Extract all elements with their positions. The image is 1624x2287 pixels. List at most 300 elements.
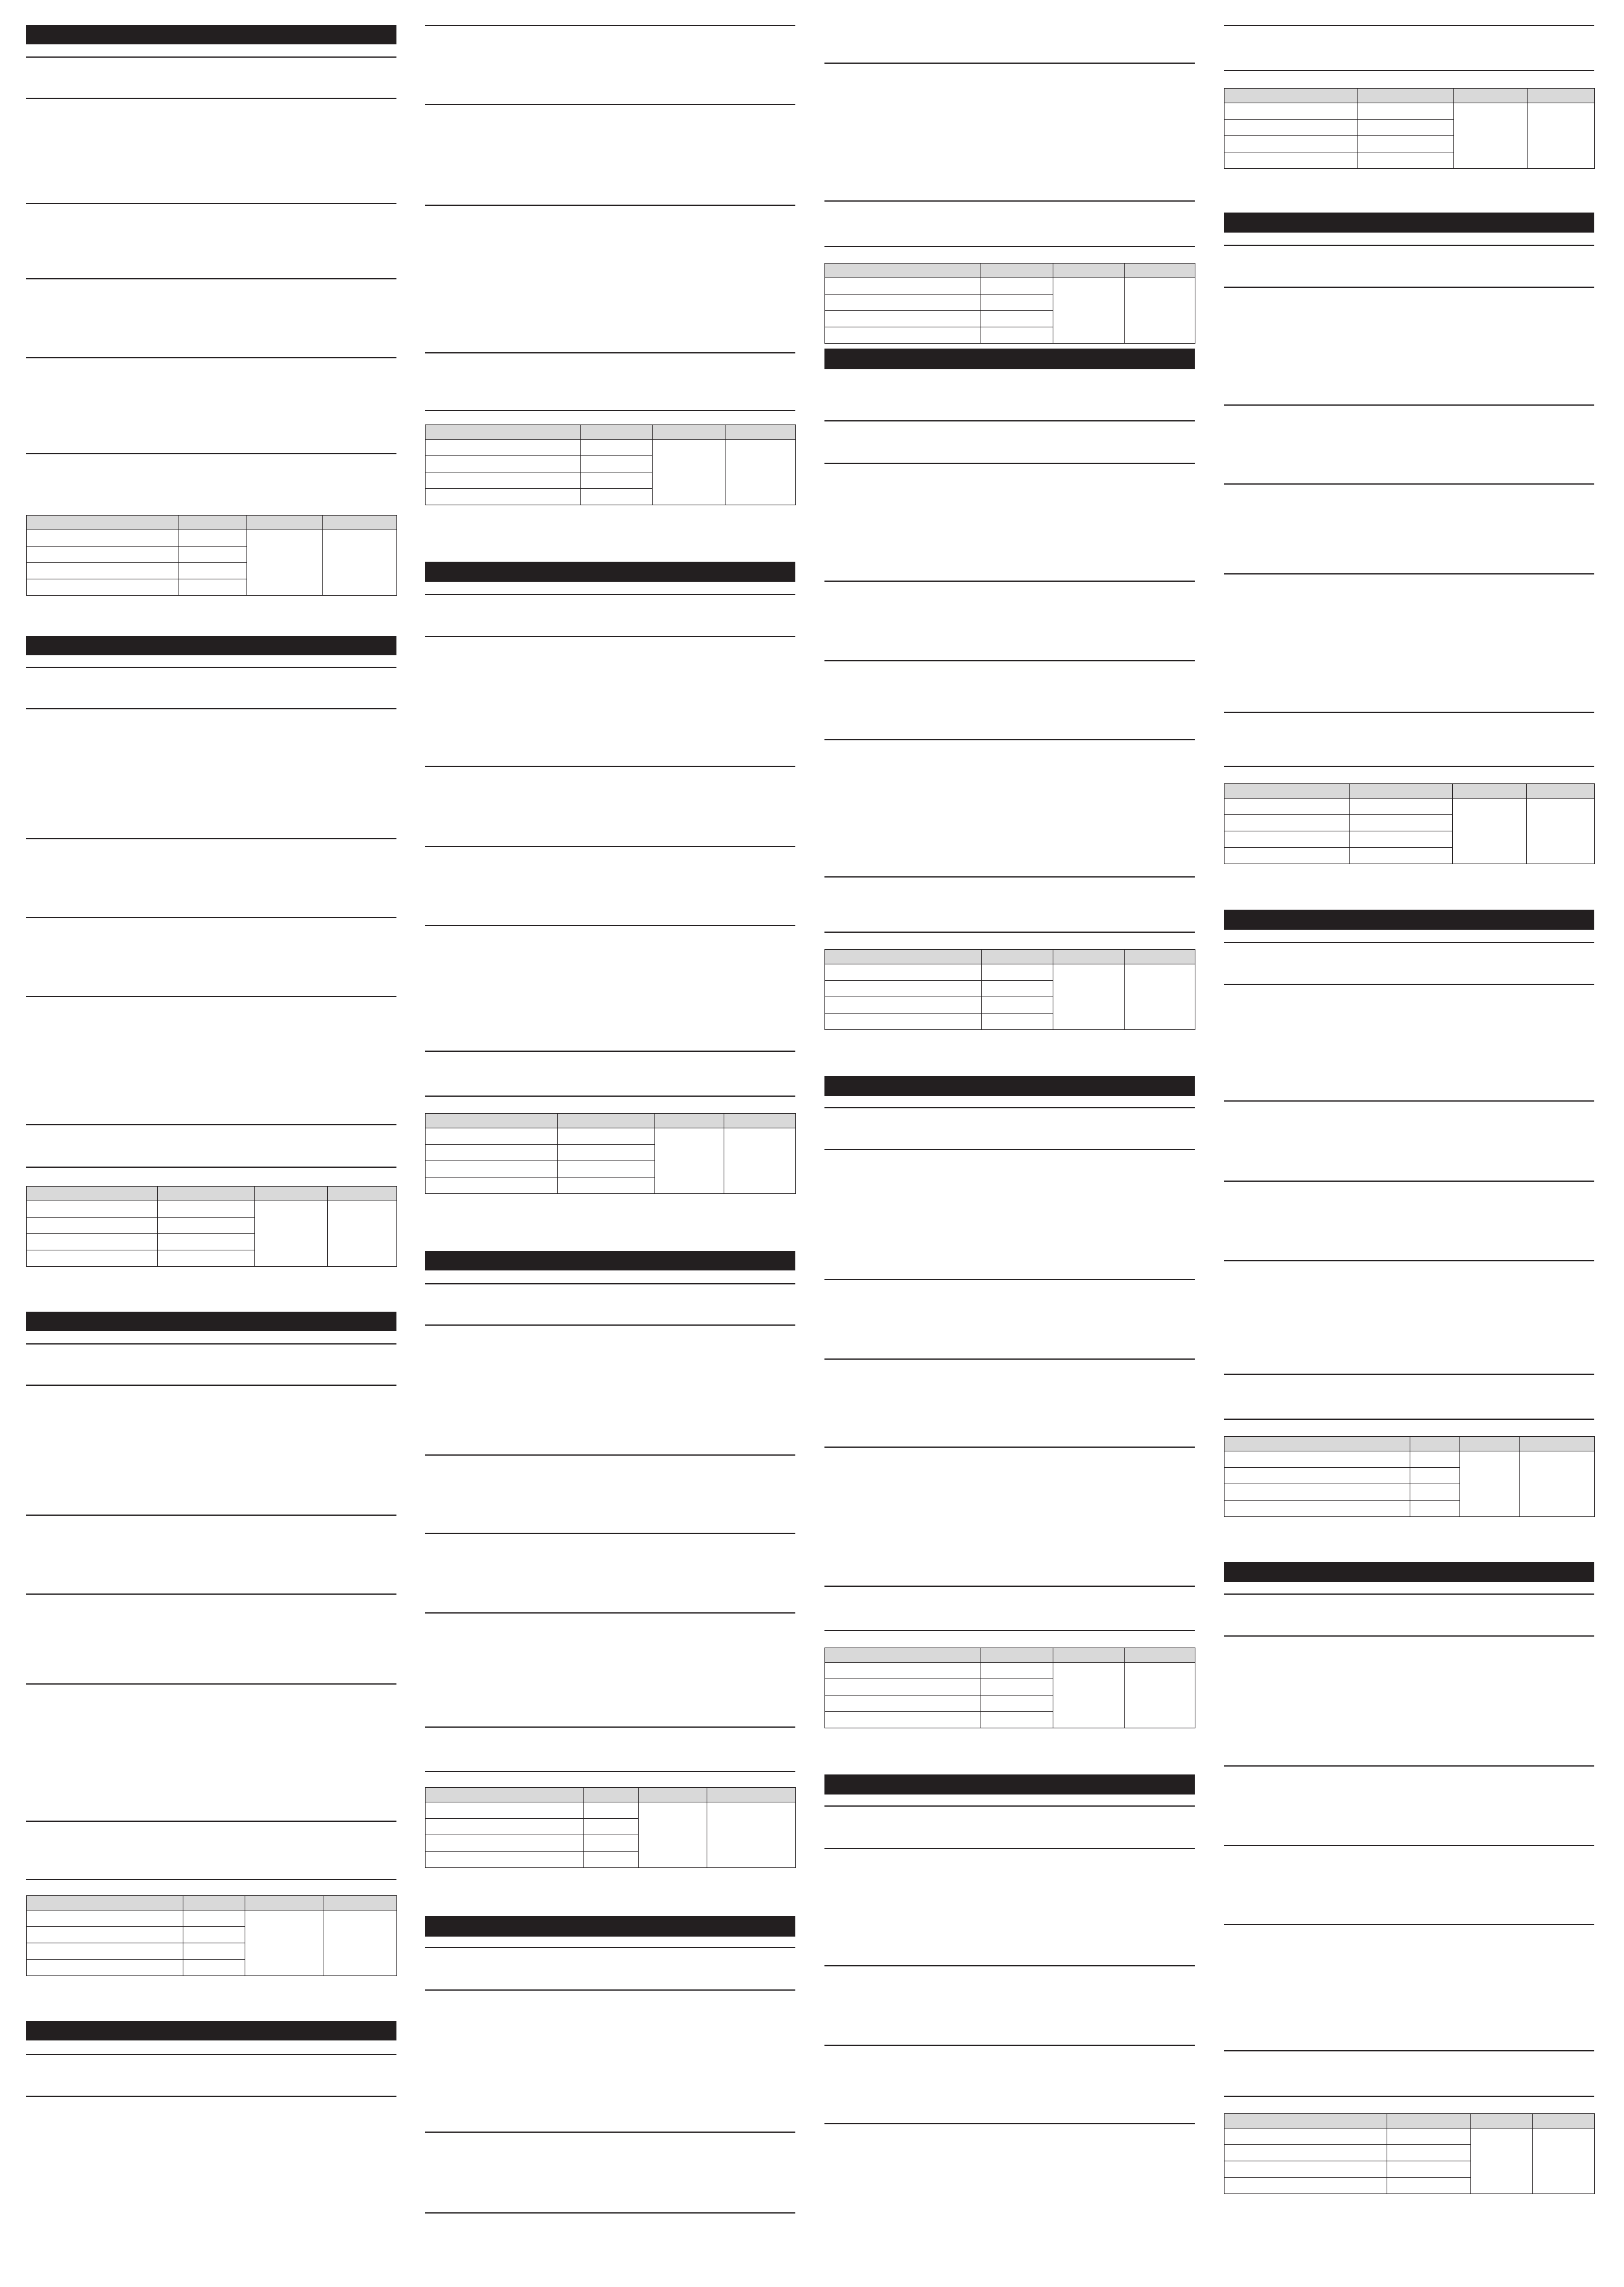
- table-cell: [27, 1910, 183, 1927]
- table-cell: [1350, 831, 1453, 848]
- table-cell: [426, 472, 581, 489]
- divider-rule: [824, 660, 1195, 661]
- divider-rule: [26, 1515, 396, 1516]
- table-cell: [426, 1145, 558, 1161]
- table-header-row: [1225, 2114, 1595, 2129]
- table-cell: [1387, 2161, 1471, 2178]
- divider-rule: [425, 1726, 795, 1728]
- table-header-row: [1225, 784, 1595, 799]
- table-cell: [982, 964, 1053, 981]
- table-cell: [183, 1960, 245, 1976]
- divider-rule: [425, 205, 795, 206]
- table-header-cell: [1125, 264, 1195, 278]
- table-cell: [825, 1679, 980, 1696]
- table-cell: [158, 1234, 255, 1250]
- table-cell: [1350, 799, 1453, 815]
- table-cell: [825, 327, 980, 344]
- table-cell: [982, 1014, 1053, 1030]
- table-cell: [581, 489, 653, 505]
- section-header-bar: [26, 1312, 396, 1331]
- divider-rule: [1224, 1845, 1594, 1846]
- divider-rule: [425, 1947, 795, 1948]
- divider-rule: [1224, 70, 1594, 71]
- table-header-cell: [27, 1187, 158, 1201]
- table-header-cell: [27, 1896, 183, 1910]
- table-merged-cell: [724, 1128, 796, 1194]
- table-cell: [158, 1250, 255, 1267]
- divider-rule: [1224, 245, 1594, 246]
- table-row: [1225, 2129, 1595, 2145]
- divider-rule: [425, 1771, 795, 1772]
- table-cell: [1387, 2178, 1471, 2194]
- divider-rule: [1224, 1419, 1594, 1420]
- divider-rule: [1224, 2096, 1594, 2097]
- divider-rule: [1224, 942, 1594, 943]
- table-cell: [558, 1178, 655, 1194]
- table-merged-cell: [1053, 278, 1125, 344]
- table-cell: [1387, 2129, 1471, 2145]
- spec-table: [425, 1113, 796, 1194]
- table-header-cell: [178, 516, 247, 530]
- divider-rule: [425, 25, 795, 26]
- table-cell: [584, 1835, 639, 1852]
- section-header-bar: [1224, 213, 1594, 233]
- table-cell: [825, 1712, 980, 1728]
- divider-rule: [26, 996, 396, 997]
- spec-table: [824, 949, 1195, 1030]
- table-header-cell: [724, 1114, 796, 1128]
- table-cell: [1410, 1484, 1460, 1501]
- spec-table: [26, 1186, 397, 1267]
- table-header-cell: [980, 264, 1053, 278]
- table-merged-cell: [1125, 278, 1195, 344]
- divider-rule: [1224, 1765, 1594, 1767]
- table-cell: [1225, 120, 1358, 136]
- table-header-cell: [27, 516, 178, 530]
- table-header-cell: [982, 950, 1053, 964]
- table-header-cell: [426, 1114, 558, 1128]
- divider-rule: [26, 1821, 396, 1822]
- table-cell: [982, 981, 1053, 997]
- divider-rule: [425, 1533, 795, 1534]
- table-cell: [581, 472, 653, 489]
- table-merged-cell: [324, 1910, 397, 1976]
- table-header-cell: [581, 425, 653, 440]
- table-cell: [980, 1663, 1053, 1679]
- table-cell: [980, 1679, 1053, 1696]
- section-header-bar: [26, 25, 396, 44]
- section-header-bar: [824, 1774, 1195, 1794]
- table-cell: [1358, 103, 1454, 120]
- table-cell: [1225, 103, 1358, 120]
- table-cell: [825, 964, 982, 981]
- table-cell: [27, 1927, 183, 1943]
- divider-rule: [425, 352, 795, 353]
- table-merged-cell: [1533, 2129, 1595, 2194]
- divider-rule: [425, 636, 795, 637]
- divider-rule: [26, 1879, 396, 1880]
- table-header-row: [825, 950, 1195, 964]
- table-cell: [980, 311, 1053, 327]
- table-cell: [825, 1014, 982, 1030]
- section-header-bar: [824, 1076, 1195, 1096]
- table-header-cell: [1358, 89, 1454, 103]
- table-merged-cell: [328, 1201, 397, 1267]
- divider-rule: [824, 1965, 1195, 1966]
- table-header-cell: [725, 425, 796, 440]
- table-header-cell: [825, 1648, 980, 1663]
- table-cell: [1410, 1451, 1460, 1468]
- divider-rule: [824, 932, 1195, 933]
- table-cell: [178, 547, 247, 563]
- divider-rule: [26, 1385, 396, 1386]
- table-header-cell: [1125, 1648, 1195, 1663]
- divider-rule: [1224, 766, 1594, 767]
- spec-table: [1224, 1436, 1595, 1517]
- section-header-bar: [1224, 910, 1594, 930]
- table-cell: [825, 311, 980, 327]
- spec-table: [425, 1787, 796, 1868]
- table-row: [825, 278, 1195, 295]
- table-cell: [825, 997, 982, 1014]
- divider-rule: [425, 1051, 795, 1052]
- table-cell: [1225, 1468, 1410, 1484]
- table-header-row: [426, 1114, 796, 1128]
- table-cell: [825, 981, 982, 997]
- divider-rule: [425, 2212, 795, 2214]
- table-merged-cell: [653, 440, 725, 505]
- table-merged-cell: [1527, 799, 1595, 864]
- spec-table: [1224, 88, 1595, 169]
- table-cell: [1225, 831, 1350, 848]
- divider-rule: [425, 594, 795, 595]
- table-cell: [27, 563, 178, 579]
- divider-rule: [1224, 1593, 1594, 1595]
- table-cell: [27, 1218, 158, 1234]
- table-header-cell: [1225, 2114, 1387, 2129]
- table-merged-cell: [245, 1910, 324, 1976]
- table-header-cell: [1225, 89, 1358, 103]
- table-cell: [27, 530, 178, 547]
- table-header-cell: [426, 425, 581, 440]
- table-cell: [426, 1835, 584, 1852]
- table-merged-cell: [725, 440, 796, 505]
- divider-rule: [425, 846, 795, 847]
- divider-rule: [1224, 573, 1594, 574]
- spec-table: [1224, 2113, 1595, 2194]
- table-cell: [426, 1161, 558, 1178]
- divider-rule: [425, 1989, 795, 1991]
- divider-rule: [1224, 984, 1594, 985]
- divider-rule: [26, 917, 396, 918]
- table-header-cell: [324, 1896, 397, 1910]
- table-cell: [426, 1802, 584, 1819]
- table-row: [825, 1663, 1195, 1679]
- table-cell: [980, 295, 1053, 311]
- table-header-cell: [584, 1788, 639, 1802]
- divider-rule: [425, 104, 795, 105]
- table-cell: [1225, 2145, 1387, 2161]
- divider-rule: [1224, 1374, 1594, 1375]
- table-cell: [1410, 1501, 1460, 1517]
- table-cell: [27, 579, 178, 596]
- divider-rule: [425, 1096, 795, 1097]
- divider-rule: [824, 1447, 1195, 1448]
- table-row: [1225, 799, 1595, 815]
- divider-rule: [824, 739, 1195, 740]
- divider-rule: [425, 2132, 795, 2133]
- table-merged-cell: [1460, 1451, 1520, 1517]
- divider-rule: [26, 2096, 396, 2097]
- table-cell: [27, 1943, 183, 1960]
- table-merged-cell: [639, 1802, 707, 1868]
- table-cell: [158, 1201, 255, 1218]
- spec-table: [824, 1648, 1195, 1728]
- divider-rule: [824, 1630, 1195, 1631]
- table-cell: [1225, 799, 1350, 815]
- spec-table: [26, 1895, 397, 1976]
- table-cell: [1225, 152, 1358, 169]
- table-cell: [1350, 848, 1453, 864]
- table-row: [426, 440, 796, 456]
- table-merged-cell: [1453, 799, 1527, 864]
- divider-rule: [425, 410, 795, 411]
- divider-rule: [1224, 287, 1594, 288]
- table-header-cell: [323, 516, 397, 530]
- divider-rule: [1224, 483, 1594, 485]
- spec-table: [824, 263, 1195, 344]
- table-header-cell: [1225, 784, 1350, 799]
- table-row: [27, 530, 397, 547]
- divider-rule: [824, 1805, 1195, 1807]
- table-cell: [1225, 2129, 1387, 2145]
- divider-rule: [26, 278, 396, 279]
- table-header-cell: [158, 1187, 255, 1201]
- table-header-cell: [247, 516, 323, 530]
- section-header-bar: [425, 562, 795, 582]
- table-header-cell: [825, 950, 982, 964]
- table-cell: [825, 295, 980, 311]
- divider-rule: [26, 98, 396, 99]
- table-row: [1225, 1451, 1595, 1468]
- table-row: [27, 1201, 397, 1218]
- divider-rule: [824, 581, 1195, 582]
- spec-table: [425, 424, 796, 505]
- table-header-cell: [1520, 1437, 1595, 1451]
- table-header-cell: [655, 1114, 724, 1128]
- divider-rule: [26, 1167, 396, 1168]
- table-cell: [158, 1218, 255, 1234]
- divider-rule: [26, 838, 396, 839]
- table-cell: [1410, 1468, 1460, 1484]
- divider-rule: [26, 1343, 396, 1345]
- table-cell: [980, 327, 1053, 344]
- table-merged-cell: [1520, 1451, 1595, 1517]
- table-merged-cell: [247, 530, 323, 596]
- divider-rule: [824, 2045, 1195, 2046]
- table-cell: [1225, 1484, 1410, 1501]
- page-footer: [0, 2270, 1624, 2276]
- table-cell: [27, 1201, 158, 1218]
- table-header-cell: [707, 1788, 796, 1802]
- table-cell: [1387, 2145, 1471, 2161]
- table-cell: [426, 1178, 558, 1194]
- table-cell: [1358, 120, 1454, 136]
- divider-rule: [1224, 1100, 1594, 1102]
- table-header-cell: [1460, 1437, 1520, 1451]
- table-row: [1225, 103, 1595, 120]
- table-cell: [27, 547, 178, 563]
- table-header-cell: [1125, 950, 1195, 964]
- divider-rule: [425, 1324, 795, 1326]
- table-cell: [27, 1250, 158, 1267]
- section-header-bar: [26, 636, 396, 655]
- table-cell: [1225, 848, 1350, 864]
- table-cell: [581, 440, 653, 456]
- table-header-cell: [1053, 264, 1125, 278]
- table-merged-cell: [1471, 2129, 1533, 2194]
- divider-rule: [1224, 1181, 1594, 1182]
- table-header-row: [825, 1648, 1195, 1663]
- table-cell: [558, 1128, 655, 1145]
- divider-rule: [1224, 1924, 1594, 1925]
- table-cell: [825, 1696, 980, 1712]
- section-header-bar: [425, 1251, 795, 1270]
- table-cell: [584, 1819, 639, 1835]
- table-header-cell: [980, 1648, 1053, 1663]
- table-cell: [825, 278, 980, 295]
- divider-rule: [425, 925, 795, 926]
- table-header-row: [27, 1187, 397, 1201]
- table-merged-cell: [1454, 103, 1528, 169]
- table-cell: [558, 1145, 655, 1161]
- divider-rule: [824, 63, 1195, 64]
- table-cell: [426, 456, 581, 472]
- section-header-bar: [1224, 1562, 1594, 1582]
- table-header-cell: [255, 1187, 328, 1201]
- table-cell: [183, 1910, 245, 1927]
- table-header-cell: [1454, 89, 1528, 103]
- divider-rule: [824, 2123, 1195, 2124]
- table-cell: [982, 997, 1053, 1014]
- section-header-bar: [824, 349, 1195, 369]
- table-cell: [584, 1852, 639, 1868]
- divider-rule: [26, 1124, 396, 1125]
- table-row: [426, 1802, 796, 1819]
- divider-rule: [26, 1593, 396, 1595]
- divider-rule: [26, 203, 396, 204]
- divider-rule: [824, 1149, 1195, 1150]
- table-header-cell: [1225, 1437, 1410, 1451]
- table-row: [426, 1128, 796, 1145]
- table-header-cell: [1350, 784, 1453, 799]
- table-merged-cell: [655, 1128, 724, 1194]
- divider-rule: [26, 357, 396, 358]
- table-header-cell: [1410, 1437, 1460, 1451]
- divider-rule: [824, 1848, 1195, 1849]
- spec-table: [26, 515, 397, 596]
- table-merged-cell: [1125, 964, 1195, 1030]
- table-merged-cell: [1528, 103, 1595, 169]
- divider-rule: [1224, 712, 1594, 713]
- table-header-cell: [1053, 1648, 1125, 1663]
- table-cell: [980, 1712, 1053, 1728]
- table-header-cell: [653, 425, 725, 440]
- divider-rule: [824, 1358, 1195, 1360]
- divider-rule: [1224, 1635, 1594, 1637]
- table-header-cell: [1527, 784, 1595, 799]
- divider-rule: [824, 1107, 1195, 1108]
- table-header-row: [1225, 1437, 1595, 1451]
- table-row: [825, 964, 1195, 981]
- table-header-row: [27, 516, 397, 530]
- table-cell: [178, 579, 247, 596]
- table-header-cell: [825, 264, 980, 278]
- divider-rule: [824, 1279, 1195, 1280]
- table-cell: [178, 530, 247, 547]
- table-header-cell: [1053, 950, 1125, 964]
- table-header-cell: [1387, 2114, 1471, 2129]
- divider-rule: [26, 2054, 396, 2055]
- table-header-row: [426, 425, 796, 440]
- table-cell: [1225, 1451, 1410, 1468]
- table-header-cell: [245, 1896, 324, 1910]
- divider-rule: [26, 453, 396, 454]
- table-header-row: [1225, 89, 1595, 103]
- table-header-cell: [426, 1788, 584, 1802]
- table-cell: [426, 1128, 558, 1145]
- table-header-cell: [558, 1114, 655, 1128]
- table-merged-cell: [1053, 964, 1125, 1030]
- table-cell: [1225, 1501, 1410, 1517]
- table-cell: [183, 1943, 245, 1960]
- table-merged-cell: [255, 1201, 328, 1267]
- table-merged-cell: [323, 530, 397, 596]
- table-cell: [426, 489, 581, 505]
- table-cell: [27, 1234, 158, 1250]
- divider-rule: [1224, 2050, 1594, 2051]
- divider-rule: [26, 1683, 396, 1685]
- table-cell: [980, 1696, 1053, 1712]
- table-merged-cell: [707, 1802, 796, 1868]
- divider-rule: [824, 1586, 1195, 1587]
- table-cell: [1350, 815, 1453, 831]
- divider-rule: [26, 708, 396, 709]
- table-header-row: [27, 1896, 397, 1910]
- divider-rule: [824, 200, 1195, 202]
- spec-table: [1224, 783, 1595, 864]
- table-merged-cell: [1053, 1663, 1125, 1728]
- divider-rule: [1224, 25, 1594, 26]
- table-cell: [584, 1802, 639, 1819]
- table-header-row: [426, 1788, 796, 1802]
- divider-rule: [1224, 1260, 1594, 1261]
- divider-rule: [26, 56, 396, 58]
- table-row: [27, 1910, 397, 1927]
- table-header-cell: [183, 1896, 245, 1910]
- divider-rule: [425, 1612, 795, 1614]
- divider-rule: [425, 1283, 795, 1284]
- table-cell: [1225, 136, 1358, 152]
- table-header-cell: [1528, 89, 1595, 103]
- divider-rule: [824, 463, 1195, 464]
- table-cell: [426, 1852, 584, 1868]
- table-cell: [1358, 136, 1454, 152]
- table-header-cell: [328, 1187, 397, 1201]
- table-header-cell: [1471, 2114, 1533, 2129]
- divider-rule: [1224, 404, 1594, 406]
- table-cell: [183, 1927, 245, 1943]
